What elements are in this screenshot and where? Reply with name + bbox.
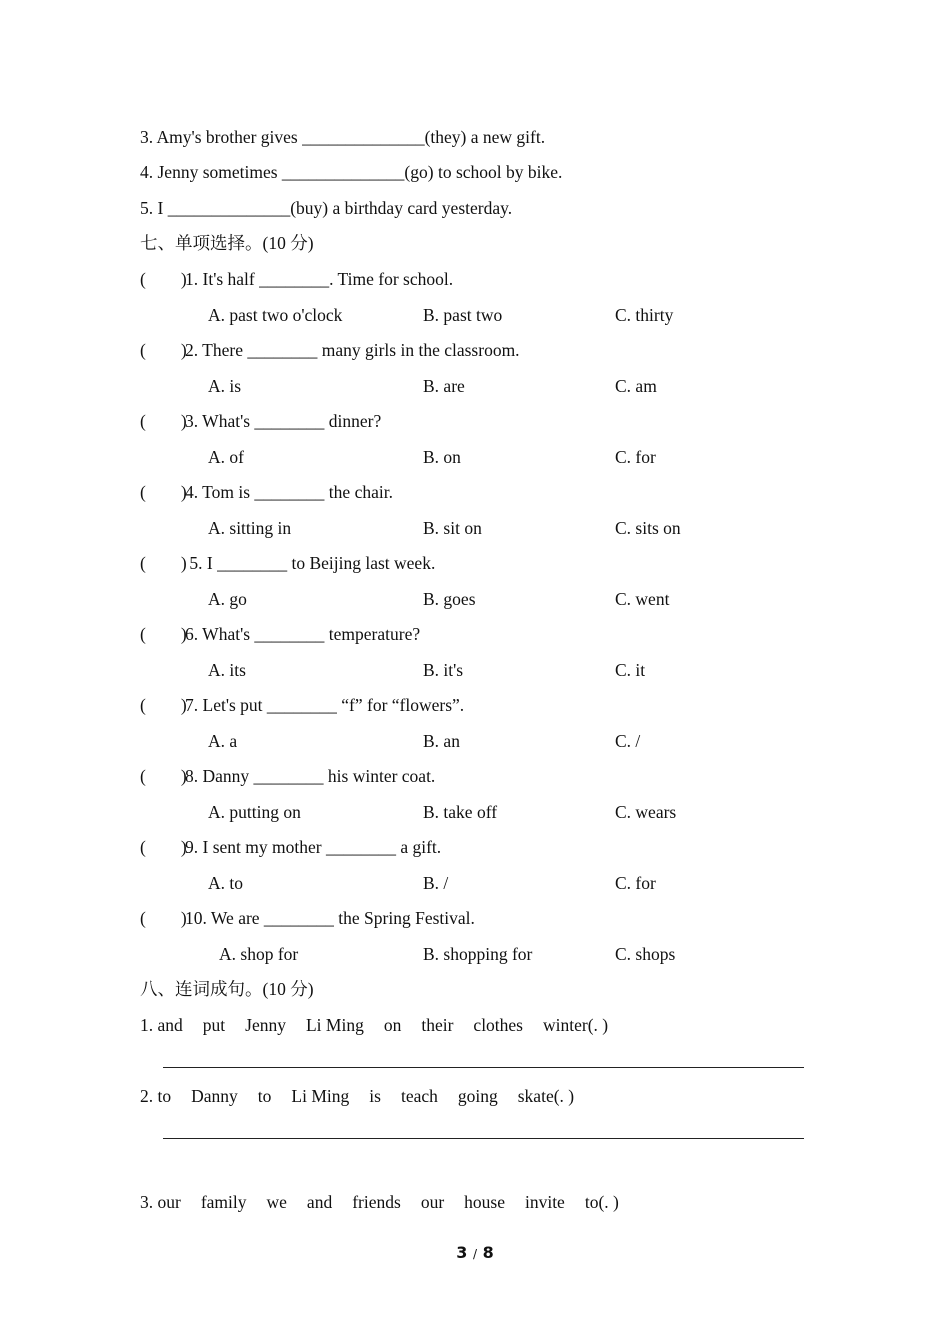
question-stem: 4. Tom is ________ the chair. xyxy=(185,482,393,502)
option-c: C. am xyxy=(615,376,657,396)
option-c: C. sits on xyxy=(615,518,681,538)
option-b: B. past two xyxy=(423,305,503,325)
option-b: B. on xyxy=(423,447,461,467)
word: their xyxy=(421,1015,454,1035)
word: and xyxy=(306,1192,333,1212)
option-c: C. for xyxy=(615,447,656,467)
option-b: B. it's xyxy=(423,660,464,680)
question-stem: 10. We are ________ the Spring Festival. xyxy=(185,908,475,928)
fill-item-5: 5. I ______________(buy) a birthday card yesterday. xyxy=(140,198,513,218)
option-b: B. take off xyxy=(423,802,498,822)
word: Li Ming xyxy=(291,1086,350,1106)
question-stem: 8. Danny ________ his winter coat. xyxy=(185,766,436,786)
question-stem: 5. I ________ to Beijing last week. xyxy=(185,553,436,573)
answer-paren: ( ) xyxy=(140,908,187,928)
option-c: C. wears xyxy=(615,802,677,822)
option-a: A. go xyxy=(208,589,247,609)
option-a: A. shop for xyxy=(219,944,299,964)
answer-line-1 xyxy=(163,1067,804,1068)
option-a: A. of xyxy=(208,447,244,467)
fill-item-4: 4. Jenny sometimes ______________(go) to school by bike. xyxy=(140,162,563,182)
question-stem: 1. It's half ________. Time for school. xyxy=(185,269,454,289)
option-b: B. are xyxy=(423,376,465,396)
fill-item-3: 3. Amy's brother gives ______________(they) a new gift. xyxy=(140,127,546,147)
question-stem: 3. What's ________ dinner? xyxy=(185,411,382,431)
option-a: A. sitting in xyxy=(208,518,292,538)
word: winter(. ) xyxy=(543,1015,609,1035)
word: to(. ) xyxy=(584,1192,619,1212)
word: Jenny xyxy=(245,1015,286,1035)
word: clothes xyxy=(473,1015,523,1035)
option-a: A. past two o'clock xyxy=(208,305,343,325)
question-stem: 6. What's ________ temperature? xyxy=(185,624,421,644)
sentence-words xyxy=(140,1085,594,1107)
option-c: C. thirty xyxy=(615,305,674,325)
question-stem: 2. There ________ many girls in the classroom. xyxy=(185,340,520,360)
option-c: C. for xyxy=(615,873,656,893)
word: family xyxy=(200,1192,247,1212)
option-b: B. shopping for xyxy=(423,944,533,964)
option-c: C. went xyxy=(615,589,670,609)
option-a: A. is xyxy=(208,376,242,396)
answer-paren: ( ) xyxy=(140,695,187,715)
option-b: B. an xyxy=(423,731,460,751)
option-a: A. its xyxy=(208,660,246,680)
word: friends xyxy=(352,1192,401,1212)
word: 1. and xyxy=(140,1015,183,1035)
answer-paren: ( ) xyxy=(140,411,187,431)
word: on xyxy=(383,1015,402,1035)
section-8-title: 八、连词成句。(10 分) xyxy=(140,979,314,999)
answer-paren: ( ) xyxy=(140,624,187,644)
page-current: 3 xyxy=(456,1243,468,1262)
word: we xyxy=(266,1192,287,1212)
option-b: B. / xyxy=(423,873,449,893)
word: 3. our xyxy=(140,1192,181,1212)
word: our xyxy=(420,1192,445,1212)
word: house xyxy=(464,1192,505,1212)
question-stem: 9. I sent my mother ________ a gift. xyxy=(185,837,442,857)
word: is xyxy=(369,1086,381,1106)
answer-paren: ( ) xyxy=(140,553,187,573)
sentence-words xyxy=(140,1191,639,1213)
word: going xyxy=(457,1086,498,1106)
word: skate(. ) xyxy=(517,1086,575,1106)
answer-paren: ( ) xyxy=(140,269,187,289)
answer-paren: ( ) xyxy=(140,340,187,360)
option-a: A. a xyxy=(208,731,238,751)
option-c: C. it xyxy=(615,660,646,680)
option-c: C. shops xyxy=(615,944,676,964)
question-stem: 7. Let's put ________ “f” for “flowers”. xyxy=(185,695,465,715)
option-a: A. to xyxy=(208,873,243,893)
option-b: B. sit on xyxy=(423,518,482,538)
word: Danny xyxy=(191,1086,238,1106)
page-separator: / xyxy=(472,1247,478,1261)
option-c: C. / xyxy=(615,731,641,751)
answer-paren: ( ) xyxy=(140,766,187,786)
section-7-title: 七、单项选择。(10 分) xyxy=(140,233,314,253)
word: invite xyxy=(524,1192,565,1212)
option-a: A. putting on xyxy=(208,802,301,822)
answer-paren: ( ) xyxy=(140,482,187,502)
word: put xyxy=(202,1015,226,1035)
page-number xyxy=(0,1243,950,1262)
word: 2. to xyxy=(140,1086,172,1106)
word: Li Ming xyxy=(305,1015,364,1035)
sentence-words xyxy=(140,1014,628,1036)
answer-line-2 xyxy=(163,1138,804,1139)
option-b: B. goes xyxy=(423,589,476,609)
answer-paren: ( ) xyxy=(140,837,187,857)
word: to xyxy=(257,1086,272,1106)
page-total: 8 xyxy=(482,1243,494,1262)
word: teach xyxy=(400,1086,438,1106)
